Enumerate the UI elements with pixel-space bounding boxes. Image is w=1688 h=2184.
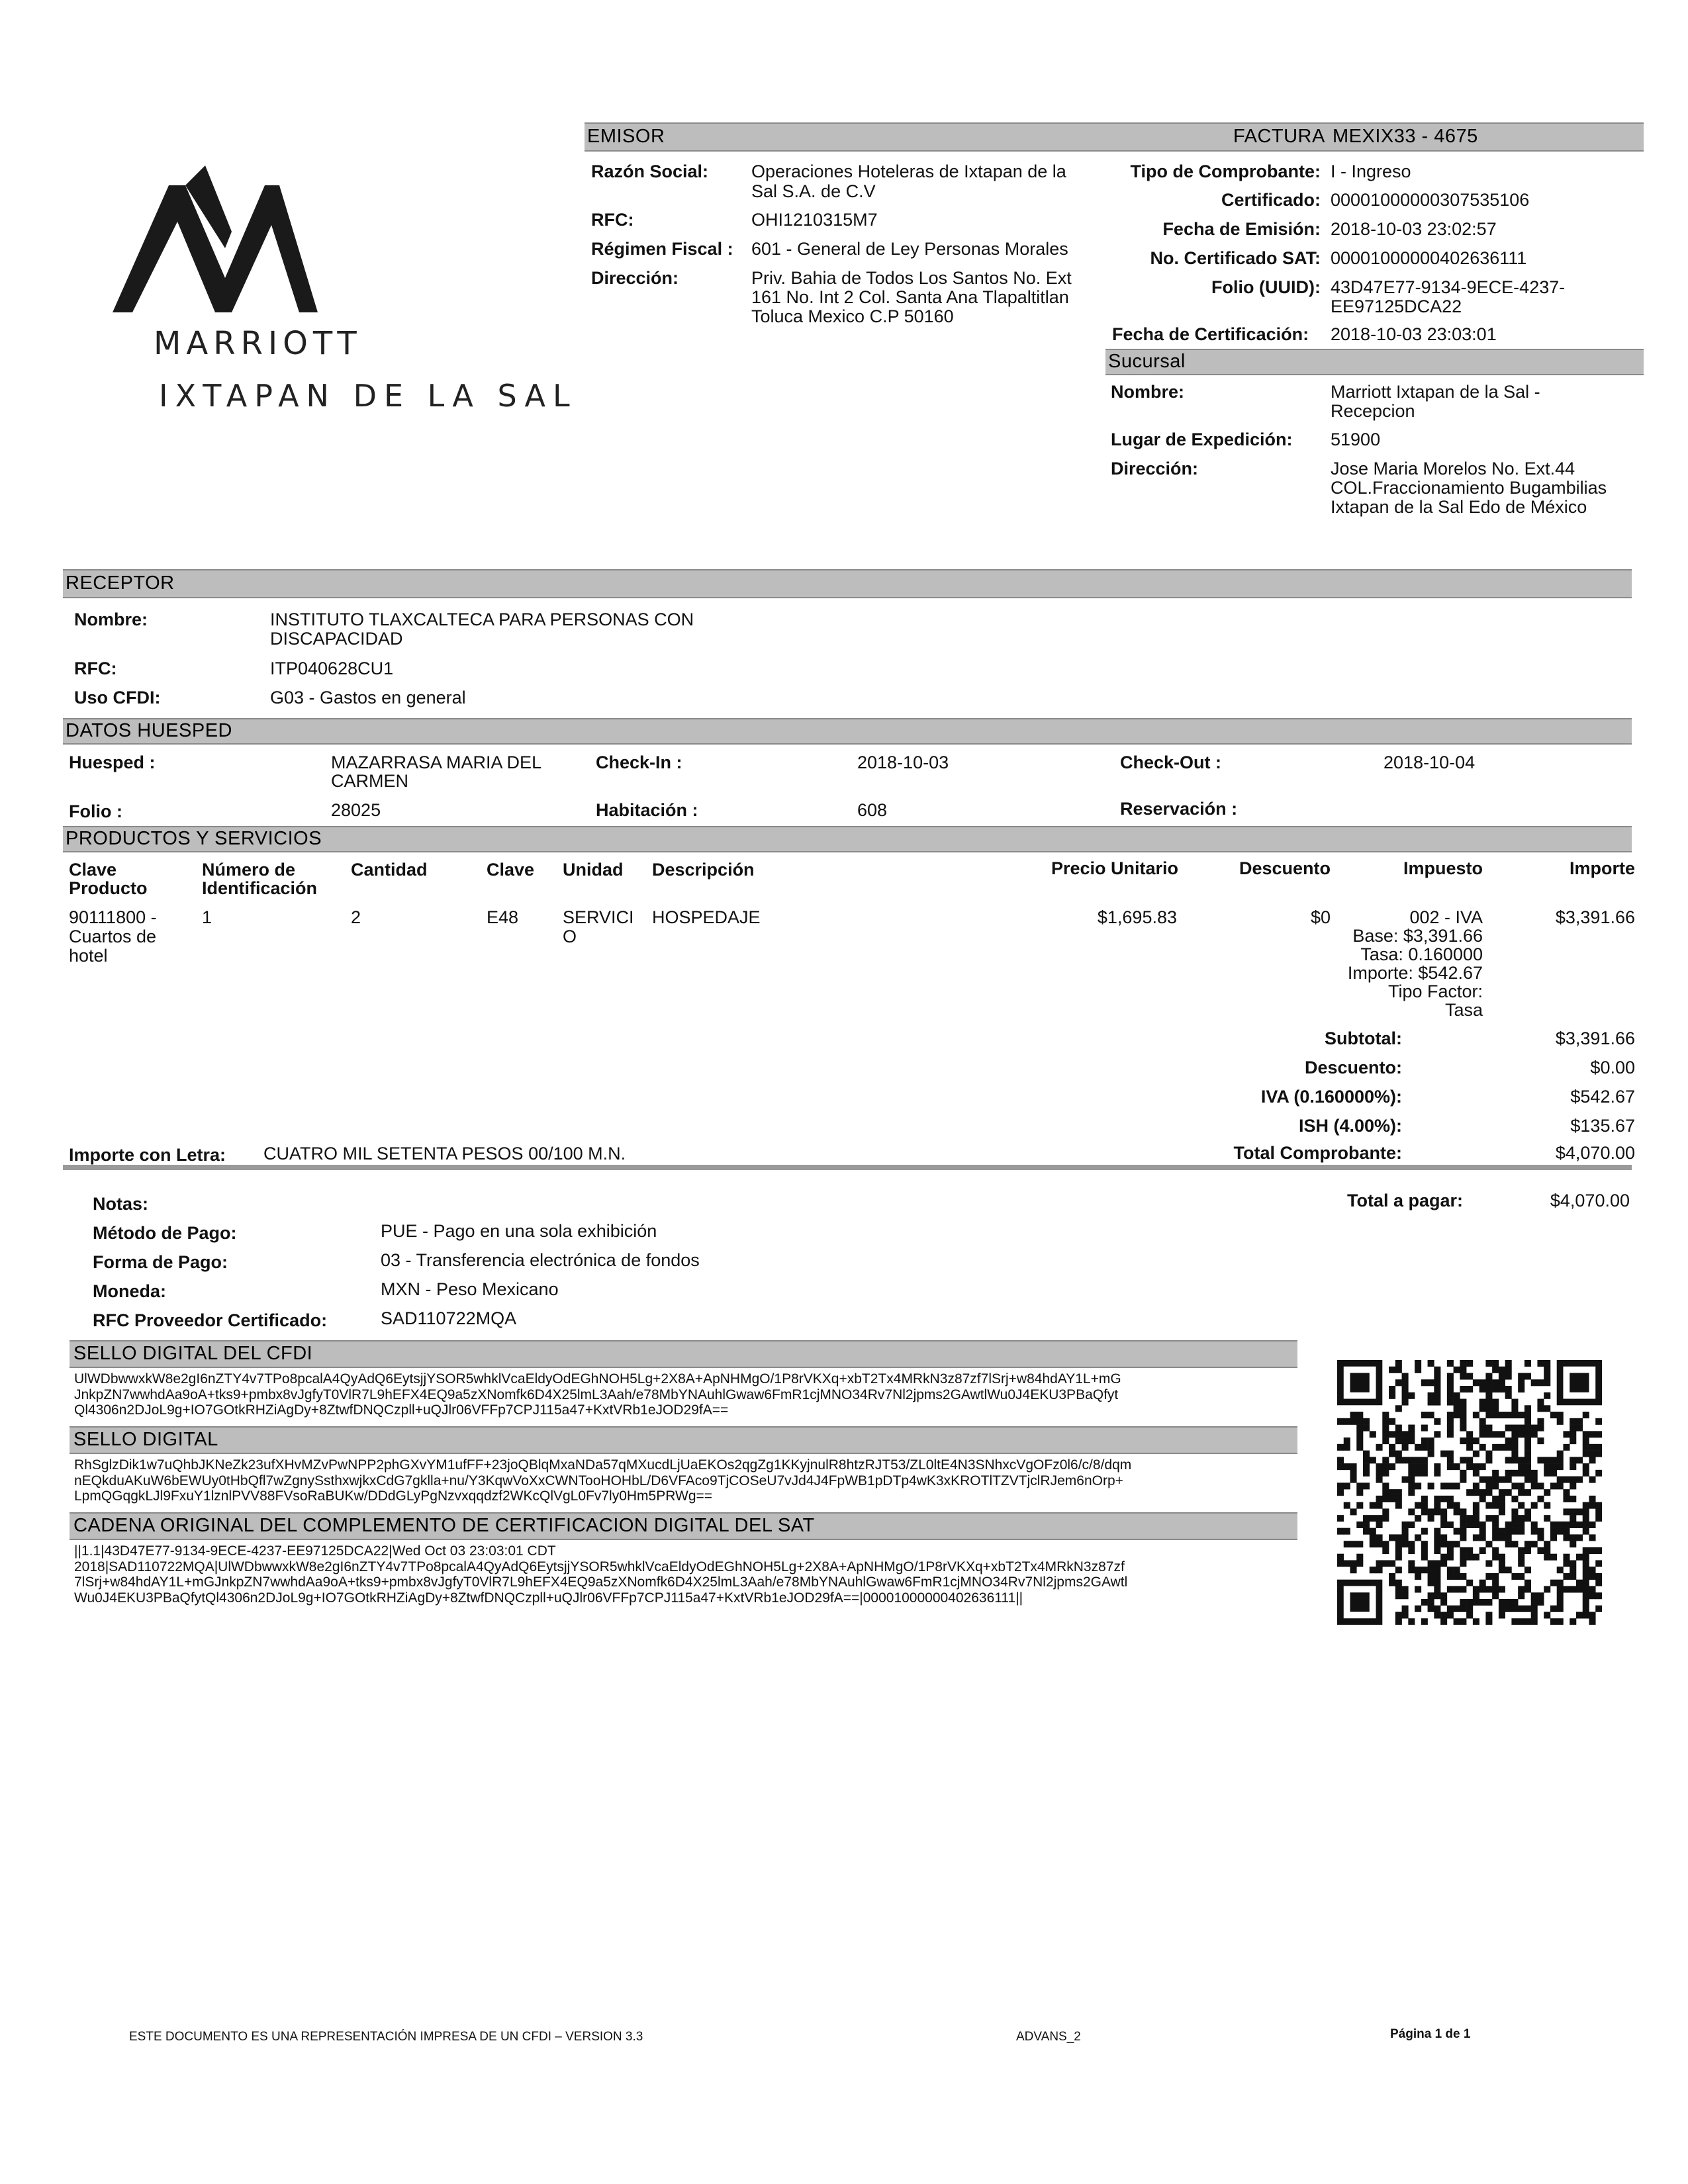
sucursal-direccion-l1: Jose Maria Morelos No. Ext.44 [1331,459,1575,478]
sello-digital-l2: nEQkduAKuW6bEWUy0tHbQfl7wZgnySsthxwjkxCdG7gklla+nu/Y3KqwVoXxCWNTooHOHbL/D6VFAco9TjCOSeU7vJd4J4FpWB1pDTp4wK3xKROTlTZVTjclRJem6nOrp+ [74,1473,1123,1488]
fecha-emision-label: Fecha de Emisión: [1162,219,1321,239]
total-pagar-label: Total a pagar: [1347,1191,1464,1210]
descuento-total: $0.00 [1590,1058,1635,1077]
no-cert-sat-label: No. Certificado SAT: [1150,248,1321,268]
footer-page-number: Página 1 de 1 [1390,2027,1471,2041]
subtotal-label: Subtotal: [1325,1028,1402,1048]
row-impuesto-l6: Tasa [1444,1000,1483,1020]
cadena-l1: ||1.1|43D47E77-9134-9ECE-4237-EE97125DCA22|Wed Oct 03 23:03:01 CDT [74,1543,556,1559]
sucursal-nombre-l1: Marriott Ixtapan de la Sal - [1331,382,1540,402]
uuid-label: Folio (UUID): [1211,277,1321,297]
huesped-l2: CARMEN [331,771,409,791]
ish: $135.67 [1570,1116,1635,1136]
rfc-proveedor-label: RFC Proveedor Certificado: [93,1310,328,1330]
razon-social-label: Razón Social: [591,161,709,181]
receptor-nombre-l2: DISCAPACIDAD [270,629,403,649]
certificado: 00001000000307535106 [1331,190,1530,210]
iva: $542.67 [1570,1087,1635,1107]
forma-pago: 03 - Transferencia electrónica de fondos [381,1250,700,1270]
huesped-l1: MAZARRASA MARIA DEL [331,752,542,772]
cadena-header-bar [70,1512,1297,1540]
emisor-header: EMISOR [587,126,665,147]
row-clave-l1: 90111800 - [69,907,157,927]
receptor-nombre-l1: INSTITUTO TLAXCALTECA PARA PERSONAS CON [270,610,694,629]
total-pagar: $4,070.00 [1550,1191,1630,1210]
receptor-rfc: ITP040628CU1 [270,659,394,678]
row-impuesto-l5: Tipo Factor: [1387,981,1483,1001]
factura-folio: MEXIX33 - 4675 [1333,126,1478,147]
receptor-header-bar [63,569,1632,598]
col-precio-unitario: Precio Unitario [1051,858,1178,878]
row-unidad-l2: O [563,927,577,946]
footer-cfdi-note: ESTE DOCUMENTO ES UNA REPRESENTACIÓN IMPRESA DE UN CFDI – VERSION 3.3 [129,2030,643,2044]
emisor-header-bar [585,122,1644,152]
productos-header-bar [63,826,1632,852]
fecha-cert: 2018-10-03 23:03:01 [1331,324,1497,344]
huesped-header: DATOS HUESPED [66,720,232,741]
row-impuesto-l2: Base: $3,391.66 [1352,926,1483,946]
razon-social-l1: Operaciones Hoteleras de Ixtapan de la [751,161,1066,181]
forma-pago-label: Forma de Pago: [93,1252,228,1272]
col-importe: Importe [1569,858,1635,878]
col-num-ident-l1: Número de [202,860,296,880]
col-cantidad: Cantidad [351,860,428,880]
importe-letra: CUATRO MIL SETENTA PESOS 00/100 M.N. [263,1144,626,1163]
row-cantidad: 2 [351,907,361,927]
col-num-ident-l2: Identificación [202,878,318,898]
notas-label: Notas: [93,1194,149,1214]
sello-digital-l1: RhSglzDik1w7uQhbJKNeZk23ufXHvMZvPwNPP2phGXvYM1ufFF+23joQBlqMxaNDa57qMXucdLjUaEKOs2qgZg1KKyjnulR8htzRJT53/ZL0ltE4N3SNhxcVgOFz0l6/c/8/dqm [74,1457,1132,1473]
row-importe: $3,391.66 [1555,907,1635,927]
habitacion-label: Habitación : [596,800,698,820]
sello-cfdi-l3: Ql4306n2DJoL9g+IO7GOtkRHZiAgDy+8ZtwfDNQCzpll+uQJlr06VFFp7CPJ115a47+KxtVRb1eJOD29fA== [74,1402,729,1418]
col-impuesto: Impuesto [1403,858,1483,878]
fecha-emision: 2018-10-03 23:02:57 [1331,219,1497,239]
totals-divider [63,1165,1632,1170]
row-clave-l2: Cuartos de [69,927,157,946]
emisor-direccion-l2: 161 No. Int 2 Col. Santa Ana Tlapaltitlan [751,287,1069,307]
emisor-direccion-l3: Toluca Mexico C.P 50160 [751,306,954,326]
row-num: 1 [202,907,212,927]
fecha-cert-label: Fecha de Certificación: [1112,324,1309,344]
checkout: 2018-10-04 [1383,752,1476,772]
importe-letra-label: Importe con Letra: [69,1145,226,1165]
col-descuento: Descuento [1239,858,1331,878]
col-unidad: Unidad [563,860,624,880]
sello-cfdi-header-bar [70,1340,1297,1368]
certificado-label: Certificado: [1221,190,1321,210]
checkin-label: Check-In : [596,752,682,772]
folio: 28025 [331,800,381,820]
emisor-rfc-label: RFC: [591,210,634,230]
huesped-header-bar [63,718,1632,745]
row-unidad-l1: SERVICI [563,907,634,927]
sello-digital-text [74,1457,1299,1504]
tipo-comprobante: I - Ingreso [1331,161,1411,181]
qr-code-icon [1337,1360,1602,1625]
tipo-comprobante-label: Tipo de Comprobante: [1130,161,1321,181]
sello-digital-header-bar [70,1426,1297,1454]
uuid-l2: EE97125DCA22 [1331,296,1462,316]
receptor-nombre-label: Nombre: [74,610,148,629]
metodo-pago: PUE - Pago en una sola exhibición [381,1221,657,1241]
sello-digital-l3: LpmQGqgkLJl9FxuY1lznlPVV88FVsoRaBUKw/DDdGLyPgNzvxqqdzf2WKcQlVgL0Fv7ly0Hm5PRWg== [74,1488,713,1504]
row-descuento: $0 [1310,907,1331,927]
ish-label: ISH (4.00%): [1298,1116,1402,1136]
marriott-m-logo-icon [106,159,324,318]
rfc-proveedor: SAD110722MQA [381,1308,517,1328]
lugar-expedicion: 51900 [1331,430,1381,449]
sello-cfdi-l2: JnkpZN7wwhdAa9oA+tks9+pmbx8vJgfyT0VlR7L9hEFX4EQ9a5zXNomfk6D4X25lmL3Aah/e78MbYNAuhlGwaw6FmR1cjMNO34Rv7Nl2jpms2GAwtlWu0J4EKU3PBaQfyt [74,1387,1119,1402]
cadena-header: CADENA ORIGINAL DEL COMPLEMENTO DE CERTIFICACION DIGITAL DEL SAT [73,1515,815,1536]
moneda: MXN - Peso Mexicano [381,1279,559,1299]
regimen: 601 - General de Ley Personas Morales [751,239,1068,259]
row-clave: E48 [487,907,519,927]
sello-cfdi-header: SELLO DIGITAL DEL CFDI [73,1343,313,1364]
factura-header-label: FACTURA [1233,126,1325,147]
habitacion: 608 [857,800,888,820]
moneda-label: Moneda: [93,1281,166,1301]
sello-cfdi-l1: UlWDbwwxkW8e2gI6nZTY4v7TPo8pcalA4QyAdQ6EytsjjYSOR5whklVcaEldyOdEGhNOH5Lg+2X8A+ApNHMgO/1P8rVKXq+xbT2Tx4MRkN3z87zf7lSrj+w84hdAY1L+mG [74,1371,1121,1387]
cadena-text [74,1543,1299,1606]
col-clave-producto-l1: Clave [69,860,117,880]
receptor-rfc-label: RFC: [74,659,117,678]
sello-cfdi-text [74,1371,1299,1418]
receptor-header: RECEPTOR [66,572,175,594]
sucursal-nombre-label: Nombre: [1111,382,1185,402]
cadena-l2: 2018|SAD110722MQA|UlWDbwwxkW8e2gI6nZTY4v7TPo8pcalA4QyAdQ6EytsjjYSOR5whklVcaEldyOdEGhNOH5Lg+2X8A+ApNHMgO/1P8rVKXq+xbT2Tx4MRkN3z87zf [74,1559,1125,1574]
row-impuesto-l4: Importe: $542.67 [1347,963,1483,983]
uso-cfdi: G03 - Gastos en general [270,688,466,707]
footer-advans: ADVANS_2 [1016,2030,1081,2044]
row-impuesto-l1: 002 - IVA [1409,907,1483,927]
row-clave-l3: hotel [69,946,108,966]
emisor-direccion-l1: Priv. Bahia de Todos Los Santos No. Ext [751,268,1072,288]
total-comprobante-label: Total Comprobante: [1233,1143,1402,1163]
regimen-label: Régimen Fiscal : [591,239,733,259]
emisor-rfc: OHI1210315M7 [751,210,878,230]
row-impuesto-l3: Tasa: 0.160000 [1360,944,1483,964]
huesped-label: Huesped : [69,752,156,772]
sucursal-nombre-l2: Recepcion [1331,401,1415,421]
uso-cfdi-label: Uso CFDI: [74,688,161,707]
brand-name: MARRIOTT [154,325,362,362]
sello-digital-header: SELLO DIGITAL [73,1429,218,1450]
subtotal: $3,391.66 [1555,1028,1635,1048]
sucursal-direccion-l3: Ixtapan de la Sal Edo de México [1331,497,1587,517]
row-descripcion: HOSPEDAJE [652,907,761,927]
sucursal-direccion-l2: COL.Fraccionamiento Bugambilias [1331,478,1607,498]
uuid-l1: 43D47E77-9134-9ECE-4237- [1331,277,1566,297]
checkin: 2018-10-03 [857,752,949,772]
row-precio: $1,695.83 [1097,907,1177,927]
descuento-total-label: Descuento: [1304,1058,1402,1077]
productos-header: PRODUCTOS Y SERVICIOS [66,828,322,849]
checkout-label: Check-Out : [1120,752,1222,772]
razon-social-l2: Sal S.A. de C.V [751,181,876,201]
lugar-expedicion-label: Lugar de Expedición: [1111,430,1293,449]
sucursal-header-bar [1105,349,1644,375]
metodo-pago-label: Método de Pago: [93,1223,237,1243]
sucursal-direccion-label: Dirección: [1111,459,1199,478]
brand-location: IXTAPAN DE LA SAL [159,378,577,414]
col-descripcion: Descripción [652,860,755,880]
col-clave-producto-l2: Producto [69,878,148,898]
folio-label: Folio : [69,801,122,821]
reservacion-label: Reservación : [1120,799,1238,819]
emisor-direccion-label: Dirección: [591,268,679,288]
col-clave: Clave [487,860,535,880]
cadena-l3: 7lSrj+w84hdAY1L+mGJnkpZN7wwhdAa9oA+tks9+pmbx8vJgfyT0VlR7L9hEFX4EQ9a5zXNomfk6D4X25lmL3Aah/e78MbYNAuhlGwaw6FmR1cjMNO34Rv7Nl2jpms2GAwtl [74,1574,1128,1590]
sucursal-header: Sucursal [1108,351,1186,372]
iva-label: IVA (0.160000%): [1260,1087,1402,1107]
cadena-l4: Wu0J4EKU3PBaQfytQl4306n2DJoL9g+IO7GOtkRHZiAgDy+8ZtwfDNQCzpll+uQJlr06VFFp7CPJ115a47+KxtVRb1eJOD29fA==|00001000000402636111|| [74,1590,1023,1606]
total-comprobante: $4,070.00 [1555,1143,1635,1163]
no-cert-sat: 00001000000402636111 [1331,248,1527,268]
